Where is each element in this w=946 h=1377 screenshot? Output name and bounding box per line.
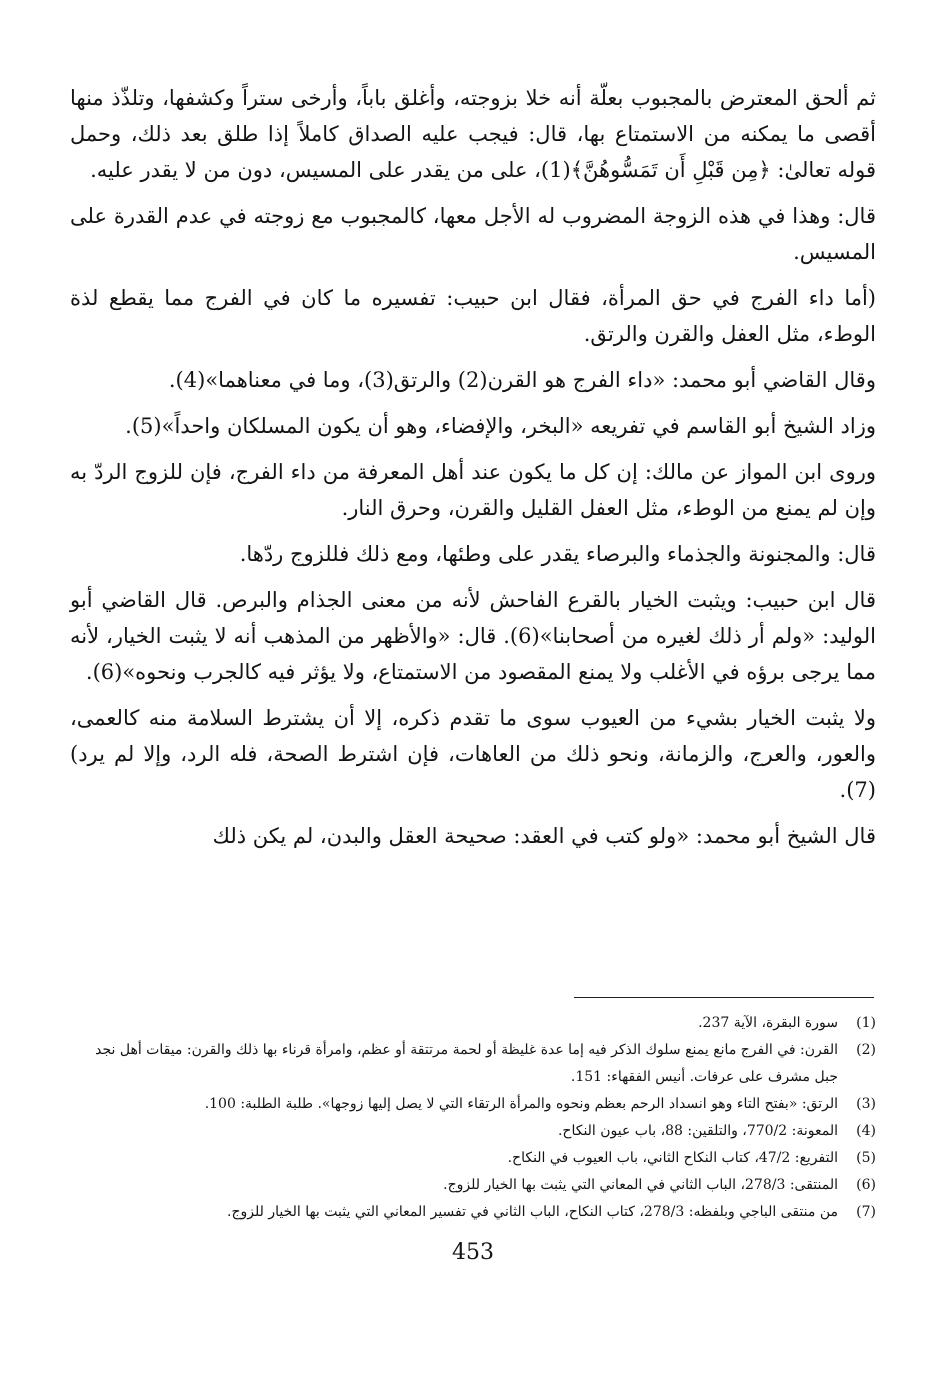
footnote-text: الرتق: «بفتح التاء وهو انسداد الرحم بعظم ونحوه والمرأة الرتقاء التي لا يصل إليها زوجها». طلبة الطلبة: 100.	[204, 1096, 838, 1112]
footnote	[70, 1118, 876, 1145]
paragraph: ثم ألحق المعترض بالمجبوب بعلّة أنه خلا بزوجته، وأغلق باباً، وأرخى ستراً وكشفها، وتلذّذ منها أقصى ما يمكنه من الاستمتاع بها، قال: فيجب عليه الصداق كاملاً إذا طلق بعد ذلك، وحمل قوله تعالىٰ: ﴿مِن قَبْلِ أَن تَمَسُّوهُنَّ﴾(1)، على من يقدر على المسيس، دون من لا يقدر عليه.	[70, 86, 876, 182]
footnote-number: (3)	[856, 1096, 876, 1112]
footnote	[70, 1145, 876, 1172]
footnote-text: التفريع: 47/2، كتاب النكاح الثاني، باب العيوب في النكاح.	[507, 1150, 838, 1166]
footnote	[70, 1172, 876, 1199]
footnote-number: (1)	[856, 1015, 876, 1031]
paragraph: قال ابن حبيب: ويثبت الخيار بالقرع الفاحش لأنه من معنى الجذام والبرص. قال القاضي أبو الوليد: «ولم أر ذلك لغيره من أصحابنا»(6). قال: «والأظهر من المذهب أنه لا يثبت الخيار، لأنه مما يرجى برؤه في الأغلب ولا يمنع المقصود من الاستمتاع، ولا يؤثر فيه كالجرب ونحوه»(6).	[70, 588, 876, 684]
footnote-number: (5)	[856, 1150, 876, 1166]
footnote-number: (2)	[856, 1042, 876, 1058]
paragraph: قال: وهذا في هذه الزوجة المضروب له الأجل معها، كالمجبوب مع زوجته في عدم القدرة على المسيس.	[70, 204, 876, 264]
footnote	[70, 1199, 876, 1226]
main-text	[70, 80, 876, 864]
footnote-text: القرن: في الفرج مانع يمنع سلوك الذكر فيه إما عدة غليظة أو لحمة مرتتقة أو عظم، وامرأة قرناء بها ذلك والقرن: ميقات أهل نجد جبل مشرف على عرفات. أنيس الفقهاء: 151.	[95, 1042, 838, 1085]
paragraph: (أما داء الفرج في حق المرأة، فقال ابن حبيب: تفسيره ما كان في الفرج مما يقطع لذة الوطء، مثل العفل والقرن والرتق.	[70, 286, 876, 346]
paragraph: قال: والمجنونة والجذماء والبرصاء يقدر على وطئها، ومع ذلك فللزوج ردّها.	[239, 542, 876, 566]
footnote	[70, 1037, 876, 1091]
footnote-text: سورة البقرة، الآية 237.	[698, 1015, 838, 1031]
page-number: 453	[452, 1240, 494, 1265]
footnote-number: (7)	[856, 1204, 876, 1220]
footnotes	[70, 1010, 876, 1226]
footnote-number: (4)	[856, 1123, 876, 1139]
footnote	[70, 1091, 876, 1118]
paragraph: وروى ابن المواز عن مالك: إن كل ما يكون عند أهل المعرفة من داء الفرج، فإن للزوج الردّ به وإن لم يمنع من الوطء، مثل العفل القليل والقرن، وحرق النار.	[70, 460, 876, 520]
footnote-number: (6)	[856, 1177, 876, 1193]
footnote-divider	[574, 997, 874, 998]
paragraph: وزاد الشيخ أبو القاسم في تفريعه «البخر، والإفضاء، وهو أن يكون المسلكان واحداً»(5).	[125, 414, 876, 438]
footnote-text: المعونة: 770/2، والتلقين: 88، باب عيون النكاح.	[557, 1123, 838, 1139]
footnote-text: المنتقى: 278/3، الباب الثاني في المعاني التي يثبت بها الخيار للزوج.	[443, 1177, 838, 1193]
paragraph: وقال القاضي أبو محمد: «داء الفرج هو القرن(2) والرتق(3)، وما في معناهما»(4).	[168, 368, 876, 392]
paragraph: ولا يثبت الخيار بشيء من العيوب سوى ما تقدم ذكره، إلا أن يشترط السلامة منه كالعمى، والعور، والعرج، والزمانة، ونحو ذلك من العاهات، فإن اشترط الصحة، فله الرد، وإلا لم يرد)(7).	[70, 706, 876, 802]
footnote-text: من منتقى الباجي وبلفظه: 278/3، كتاب النكاح، الباب الثاني في تفسير المعاني التي يثبت بها الخيار للزوج.	[227, 1204, 838, 1220]
footnote	[70, 1010, 876, 1037]
paragraph: قال الشيخ أبو محمد: «ولو كتب في العقد: صحيحة العقل والبدن، لم يكن ذلك	[212, 824, 876, 848]
